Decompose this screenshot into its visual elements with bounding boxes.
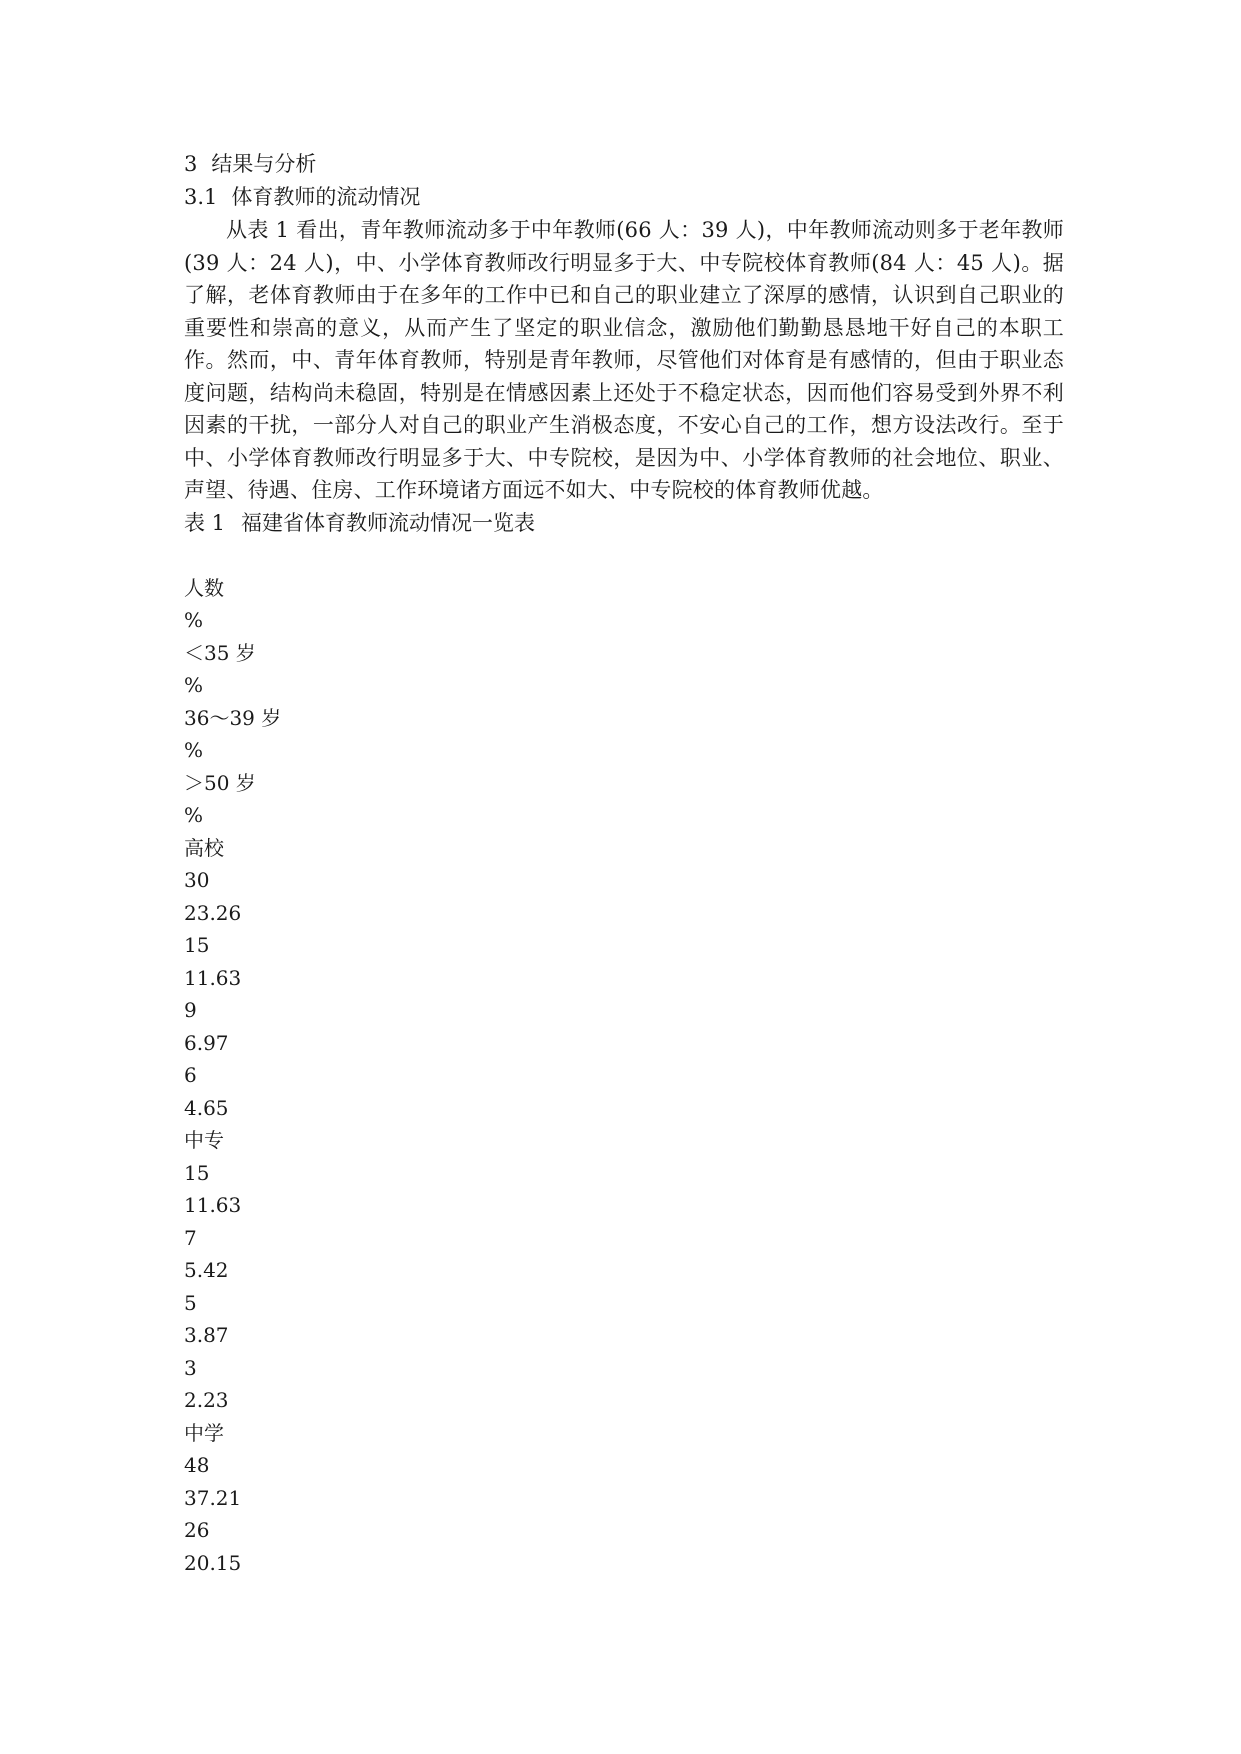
table-cell: % [184, 738, 204, 762]
table-cell: 11.63 [184, 965, 242, 990]
table-cell: 15 [184, 1160, 210, 1185]
subsection-title: 体育教师的流动情况 [231, 185, 421, 209]
section-title: 结果与分析 [211, 152, 317, 176]
table-cell: 6.97 [184, 1030, 229, 1055]
subsection-heading [184, 181, 1064, 214]
table-cell: % [184, 608, 204, 632]
table-cell: 3 [184, 1355, 197, 1380]
table-cell: 人数 [184, 575, 224, 600]
table-cell-list [184, 572, 1064, 1580]
table-cell: 36～39 岁 [184, 705, 282, 730]
table-cell: 23.26 [184, 900, 242, 925]
table-cell: 30 [184, 868, 210, 892]
table-cell: 中学 [184, 1420, 224, 1445]
table-cell: 37.21 [184, 1485, 242, 1510]
table-cell: % [184, 673, 204, 697]
section-number: 3 [184, 152, 198, 176]
table-cell: ＜35 岁 [184, 640, 256, 665]
table-cell: % [184, 803, 204, 827]
table-number: 表 1 [184, 510, 226, 535]
table-cell: 11.63 [184, 1193, 242, 1217]
table-cell: 15 [184, 933, 210, 957]
table-cell: 5 [184, 1290, 197, 1315]
table-cell: 3.87 [184, 1323, 229, 1347]
table-cell: 20.15 [184, 1550, 242, 1575]
table-cell: 7 [184, 1225, 197, 1250]
table-caption [184, 507, 1064, 540]
body-paragraph: 从表 1 看出，青年教师流动多于中年教师(66 人：39 人)，中年教师流动则多于老年教师(39 人：24 人)，中、小学体育教师改行明显多于大、中专院校体育教师(84 人：45 人)。据了解，老体育教师由于在多年的工作中已和自己的职业建立了深厚的感情，认识到自己职业的重要性和崇高的意义，从而产生了坚定的职业信念，激励他们勤勤恳恳地干好自己的本职工作。然而，中、青年体育教师，特别是青年教师，尽管他们对体育是有感情的，但由于职业态度问题，结构尚未稳固，特别是在情感因素上还处于不稳定状态，因而他们容易受到外界不利因素的干扰，一部分人对自己的职业产生消极态度，不安心自己的工作，想方设法改行。至于中、小学体育教师改行明显多于大、中专院校，是因为中、小学体育教师的社会地位、职业、声望、待遇、住房、工作环境诸方面远不如大、中专院校的体育教师优越。 [184, 218, 1064, 502]
table-cell: 4.65 [184, 1095, 229, 1120]
table-cell: 26 [184, 1518, 210, 1542]
table-cell: 48 [184, 1453, 210, 1477]
section-heading [184, 148, 1064, 181]
table-cell: 5.42 [184, 1258, 229, 1282]
table-cell: 高校 [184, 835, 224, 860]
table-cell: ＞50 岁 [184, 770, 256, 795]
table-cell: 9 [184, 998, 197, 1022]
table-title: 福建省体育教师流动情况一览表 [241, 510, 536, 535]
subsection-number: 3.1 [184, 185, 218, 209]
document-page [184, 148, 1064, 1579]
table-cell: 2.23 [184, 1388, 229, 1412]
table-cell: 6 [184, 1063, 197, 1087]
table-cell: 中专 [184, 1128, 224, 1152]
